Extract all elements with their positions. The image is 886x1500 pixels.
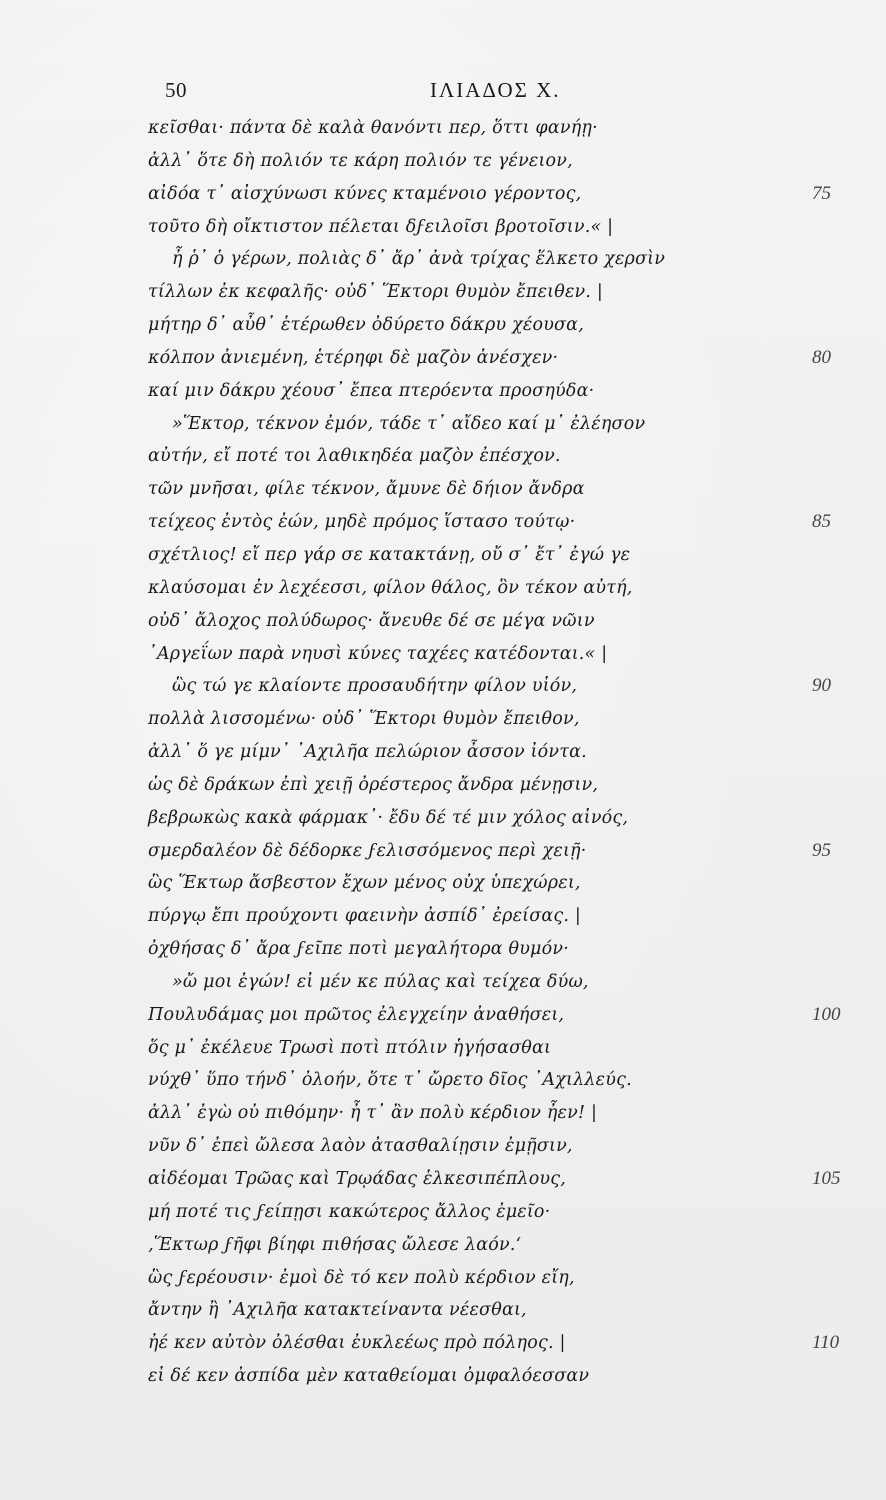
running-title: ΙΛΙΑΔΟΣ Χ.	[430, 78, 561, 102]
verse-line	[0, 1229, 886, 1262]
verse-text: σμερδαλέον δὲ δέδορκε ϝελισσόμενος περὶ χειῇ·	[148, 840, 587, 861]
verse-line	[0, 145, 886, 178]
verse-text: κλαύσομαι ἐν λεχέεσσι, φίλον θάλος, ὃν τέκον αὐτή,	[148, 577, 633, 598]
verse-line	[0, 802, 886, 835]
verse-text: τοῦτο δὴ οἴκτιστον πέλεται δϝειλοῖσι βροτοῖσιν.« |	[148, 216, 614, 237]
verse-text: κεῖσθαι· πάντα δὲ καλὰ θανόντι περ, ὅττι φανήῃ·	[148, 118, 598, 138]
verse-line	[0, 1163, 886, 1196]
verse-text: τείχεος ἐντὸς ἐών, μηδὲ πρόμος ἵστασο τούτῳ·	[148, 512, 576, 533]
verse-line	[0, 835, 886, 868]
verse-text: νύχθ᾽ ὕπο τήνδ᾽ ὀλοήν, ὅτε τ᾽ ὤρετο δῖος ᾽Αχιλλεύς.	[148, 1070, 632, 1091]
verse-text: ἀλλ᾽ ἐγὼ οὐ πιθόμην· ἦ τ᾽ ἂν πολὺ κέρδιον ἦεν! |	[148, 1103, 598, 1124]
verse-text: μήτηρ δ᾽ αὖθ᾽ ἑτέρωθεν ὀδύρετο δάκρυ χέουσα,	[148, 315, 584, 336]
verse-text: ὣς Ἕκτωρ ἄσβεστον ἔχων μένος οὐχ ὑπεχώρει,	[148, 873, 581, 894]
verse-line	[0, 572, 886, 605]
line-number: 100	[812, 1003, 841, 1025]
verse-line	[0, 375, 886, 408]
verse-text: κόλπον ἀνιεμένη, ἑτέρηφι δὲ μαζὸν ἀνέσχεν·	[148, 347, 559, 368]
verse-line	[0, 1032, 886, 1065]
verse-text: ἦ ῥ᾽ ὁ γέρων, πολιὰς δ᾽ ἄρ᾽ ἀνὰ τρίχας ἕλκετο χερσὶν	[172, 249, 666, 270]
verse-text: »Ἕκτορ, τέκνον ἐμόν, τάδε τ᾽ αἴδεο καί μ᾽ ἐλέησον	[172, 413, 646, 434]
verse-text: ἀλλ᾽ ὅ γε μίμν᾽ ᾽Αχιλῆα πελώριον ἆσσον ἰόντα.	[148, 742, 587, 763]
verse-line	[0, 999, 886, 1032]
verse-text: ἄντην ἢ ᾽Αχιλῆα κατακτείναντα νέεσθαι,	[148, 1300, 527, 1321]
verse-text: αἰδόα τ᾽ αἰσχύνωσι κύνες κταμένοιο γέροντος,	[148, 183, 582, 204]
verse-text: αὐτήν, εἴ ποτέ τοι λαθικηδέα μαζὸν ἐπέσχον.	[148, 446, 561, 467]
verse-line	[0, 1064, 886, 1097]
verse-line	[0, 933, 886, 966]
verse-line	[0, 112, 886, 145]
verse-line	[0, 1262, 886, 1295]
line-number: 110	[812, 1332, 840, 1354]
verse-text: μή ποτέ τις ϝείπῃσι κακώτερος ἄλλος ἐμεῖο·	[148, 1201, 551, 1222]
verse-text: αἰδέομαι Τρῶας καὶ Τρῳάδας ἑλκεσιπέπλους,	[148, 1169, 567, 1189]
verse-text: ‚Ἕκτωρ ϝῆφι βίηφι πιθήσας ὤλεσε λαόν.‘	[148, 1234, 522, 1255]
verse-line	[0, 440, 886, 473]
verse-text: πολλὰ λισσομένω· οὐδ᾽ Ἕκτορι θυμὸν ἔπειθον,	[148, 709, 580, 730]
verse-line	[0, 211, 886, 244]
verse-line	[0, 1130, 886, 1163]
verse-block	[0, 112, 886, 1393]
verse-text: ὅς μ᾽ ἐκέλευε Τρωσὶ ποτὶ πτόλιν ἡγήσασθαι	[148, 1037, 552, 1058]
verse-line	[0, 867, 886, 900]
verse-line	[0, 342, 886, 375]
verse-line	[0, 506, 886, 539]
verse-text: τίλλων ἐκ κεφαλῆς· οὐδ᾽ Ἕκτορι θυμὸν ἔπειθεν. |	[148, 282, 604, 303]
line-number: 105	[812, 1168, 841, 1189]
verse-text: καί μιν δάκρυ χέουσ᾽ ἔπεα πτερόεντα προσηύδα·	[148, 380, 595, 401]
line-number: 95	[812, 839, 831, 861]
verse-text: βεβρωκὼς κακὰ φάρμακ᾽· ἔδυ δέ τέ μιν χόλος αἰνός,	[148, 807, 629, 828]
verse-text: σχέτλιος! εἴ περ γάρ σε κατακτάνῃ, οὔ σ᾽ ἔτ᾽ ἐγώ γε	[148, 544, 631, 565]
line-number: 85	[812, 511, 831, 533]
line-number: 75	[812, 182, 831, 204]
verse-line	[0, 1294, 886, 1327]
verse-line	[0, 769, 886, 802]
verse-text: ᾽Αργεΐων παρὰ νηυσὶ κύνες ταχέες κατέδονται.« |	[148, 643, 608, 664]
verse-line	[0, 605, 886, 638]
verse-line	[0, 539, 886, 572]
verse-line	[0, 900, 886, 933]
page-number: 50	[165, 78, 187, 102]
page-header	[0, 78, 886, 108]
verse-line	[0, 276, 886, 309]
verse-text: »ὤ μοι ἐγών! εἰ μέν κε πύλας καὶ τείχεα δύω,	[172, 971, 589, 992]
verse-line	[0, 408, 886, 441]
verse-line	[0, 473, 886, 506]
verse-line	[0, 736, 886, 769]
line-number: 90	[812, 675, 831, 697]
verse-line	[0, 1327, 886, 1360]
verse-text: ὣς ϝερέουσιν· ἐμοὶ δὲ τό κεν πολὺ κέρδιον εἴη,	[148, 1267, 575, 1288]
verse-line	[0, 1196, 886, 1229]
verse-text: ὣς τώ γε κλαίοντε προσαυδήτην φίλον υἱόν,	[172, 676, 578, 697]
verse-line	[0, 966, 886, 999]
line-number: 80	[812, 346, 831, 368]
verse-text: ὡς δὲ δράκων ἐπὶ χειῇ ὀρέστερος ἄνδρα μένῃσιν,	[148, 774, 599, 795]
verse-line	[0, 309, 886, 342]
verse-text: ἠέ κεν αὐτὸν ὀλέσθαι ἐυκλεέως πρὸ πόληος. |	[148, 1333, 566, 1354]
verse-text: νῦν δ᾽ ἐπεὶ ὤλεσα λαὸν ἀτασθαλίῃσιν ἐμῇσιν,	[148, 1136, 573, 1157]
verse-text: εἰ δέ κεν ἀσπίδα μὲν καταθείομαι ὀμφαλόεσσαν	[148, 1366, 590, 1387]
verse-text: πύργῳ ἔπι προύχοντι φαεινὴν ἀσπίδ᾽ ἐρείσας. |	[148, 906, 582, 927]
verse-text: τῶν μνῆσαι, φίλε τέκνον, ἄμυνε δὲ δήιον ἄνδρα	[148, 479, 585, 500]
verse-line	[0, 243, 886, 276]
verse-line	[0, 638, 886, 671]
verse-line	[0, 703, 886, 736]
verse-line	[0, 1097, 886, 1130]
verse-line	[0, 670, 886, 703]
verse-line	[0, 1360, 886, 1393]
verse-text: ἀλλ᾽ ὅτε δὴ πολιόν τε κάρη πολιόν τε γένειον,	[148, 150, 573, 171]
verse-text: ὀχθήσας δ᾽ ἄρα ϝεῖπε ποτὶ μεγαλήτορα θυμόν·	[148, 939, 569, 960]
verse-text: Πουλυδάμας μοι πρῶτος ἐλεγχείην ἀναθήσει,	[148, 1004, 565, 1025]
verse-line	[0, 178, 886, 211]
verse-text: οὐδ᾽ ἄλοχος πολύδωρος· ἄνευθε δέ σε μέγα νῶιν	[148, 610, 595, 631]
